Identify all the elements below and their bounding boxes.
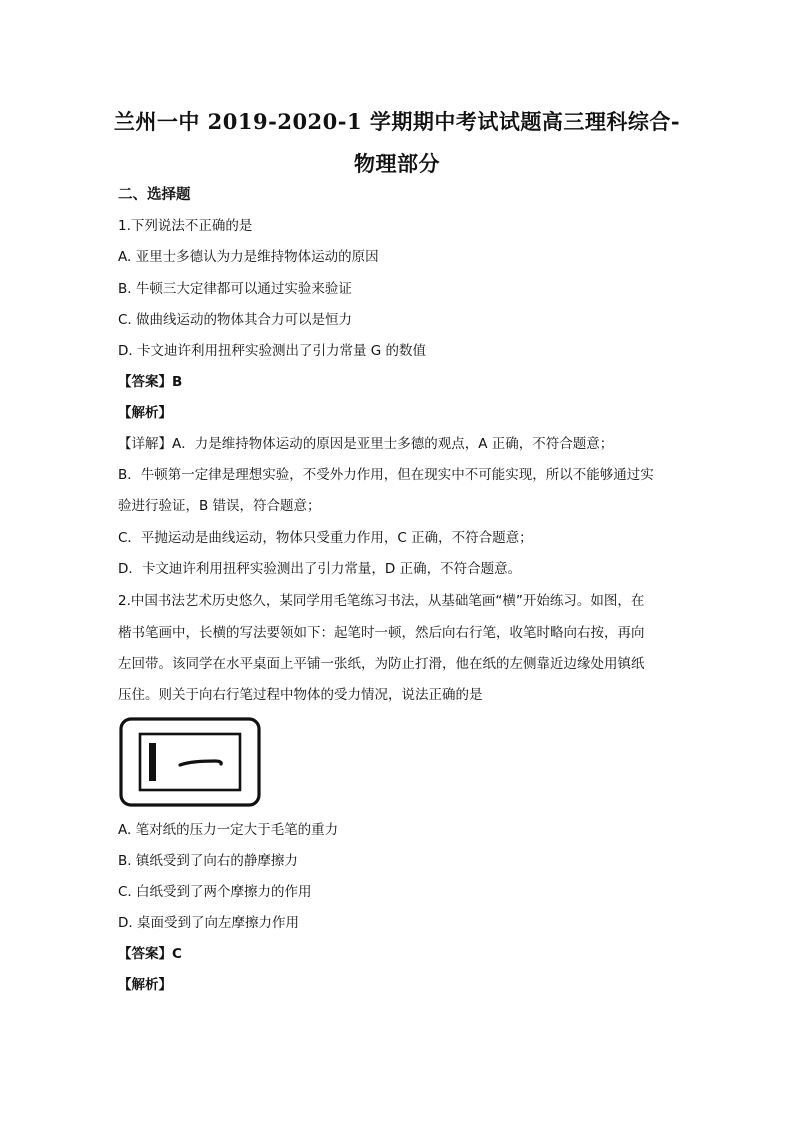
q1-detail-d: D．卡文迪许利用扭秤实验测出了引力常量，D 正确，不符合题意。	[118, 561, 522, 577]
q1-option-d: D. 卡文迪许利用扭秤实验测出了引力常量 G 的数值	[118, 343, 427, 359]
q1-detail-b: B．牛顿第一定律是理想实验，不受外力作用，但在现实中不可能实现，所以不能够通过实	[118, 467, 654, 483]
q1-option-c: C. 做曲线运动的物体其合力可以是恒力	[118, 312, 353, 328]
q2-option-b: B. 镇纸受到了向右的静摩擦力	[118, 853, 298, 869]
q1-detail-b-cont: 验进行验证，B 错误，符合题意；	[118, 498, 321, 514]
q1-answer: 【答案】B	[118, 374, 183, 390]
q1-analysis-label: 【解析】	[118, 405, 172, 421]
section-heading: 二、选择题	[118, 187, 191, 203]
q2-option-a: A. 笔对纸的压力一定大于毛笔的重力	[118, 822, 339, 838]
q2-stem-line-1: 2.中国书法艺术历史悠久，某同学用毛笔练习书法，从基础笔画“横”开始练习。如图，在	[118, 593, 645, 609]
document-title-line-2: 物理部分	[354, 151, 440, 176]
q2-option-d: D. 桌面受到了向左摩擦力作用	[118, 915, 299, 931]
q2-analysis-label: 【解析】	[118, 977, 172, 993]
q2-answer: 【答案】C	[118, 946, 182, 962]
q2-stem-line-2: 楷书笔画中，长横的写法要领如下：起笔时一顿，然后向右行笔，收笔时略向右按，再向	[118, 625, 645, 641]
q1-detail-c: C．平抛运动是曲线运动，物体只受重力作用，C 正确，不符合题意；	[118, 530, 533, 546]
horizontal-brush-stroke	[180, 761, 221, 765]
q2-stem-line-3: 左回带。该同学在水平桌面上平铺一张纸，为防止打滑，他在纸的左侧靠近边缘处用镇纸	[118, 656, 645, 672]
document-title-line-1: 兰州一中 2019-2020-1 学期期中考试试题高三理科综合-	[113, 109, 681, 134]
paperweight	[149, 743, 156, 781]
q2-option-c: C. 白纸受到了两个摩擦力的作用	[118, 884, 312, 900]
q1-option-a: A. 亚里士多德认为力是维持物体运动的原因	[118, 249, 379, 265]
q1-stem: 1.下列说法不正确的是	[118, 218, 253, 234]
q1-detail-a: 【详解】A．力是维持物体运动的原因是亚里士多德的观点，A 正确，不符合题意；	[118, 436, 614, 452]
q1-option-b: B. 牛顿三大定律都可以通过实验来验证	[118, 281, 352, 297]
q2-stem-line-4: 压住。则关于向右行笔过程中物体的受力情况，说法正确的是	[118, 687, 483, 703]
calligraphy-paper-figure	[118, 716, 262, 808]
